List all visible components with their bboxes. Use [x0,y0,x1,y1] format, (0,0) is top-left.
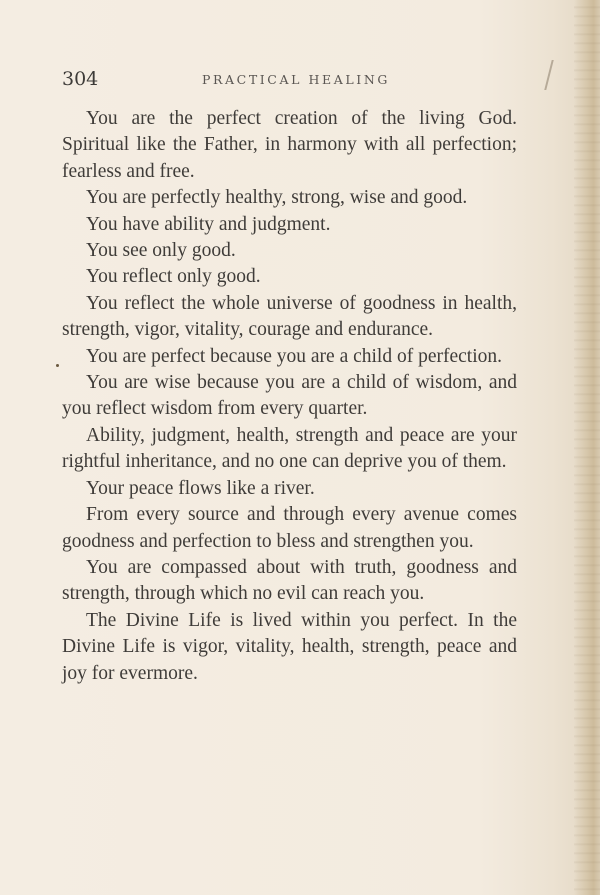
paragraph: You are the perfect creation of the living God. Spiritual like the Father, in harmony with all perfection; fearless and free. [62,108,517,182]
paragraph: Ability, judgment, health, strength and peace are your rightful inheritance, and no one can deprive you of them. [62,424,517,473]
paragraph: Your peace flows like a river. [86,477,315,499]
paragraph: You reflect only good. [86,266,261,288]
ink-speck [56,364,59,367]
pencil-mark [544,60,567,90]
body-text [62,106,517,687]
paragraph: You see only good. [86,240,236,262]
page-header [62,68,522,98]
page-edge [574,0,600,895]
paragraph: You are perfect because you are a child of perfection. [86,345,502,367]
paragraph: You are wise because you are a child of wisdom, and you reflect wisdom from every quarter. [62,372,517,420]
page-number: 304 [62,68,99,90]
paragraph: From every source and through every avenue comes goodness and perfection to bless and strengthen you. [62,504,517,552]
paragraph: You are perfectly healthy, strong, wise and good. [86,187,468,209]
running-head: PRACTICAL HEALING [202,72,390,87]
paragraph: The Divine Life is lived within you perfect. In the Divine Life is vigor, vitality, health, strength, peace and joy for evermore. [62,609,517,684]
paragraph: You reflect the whole universe of goodness in health, strength, vigor, vitality, courage and endurance. [62,292,517,341]
paragraph: You are compassed about with truth, goodness and strength, through which no evil can reach you. [62,556,517,605]
paragraph: You have ability and judgment. [86,213,331,235]
